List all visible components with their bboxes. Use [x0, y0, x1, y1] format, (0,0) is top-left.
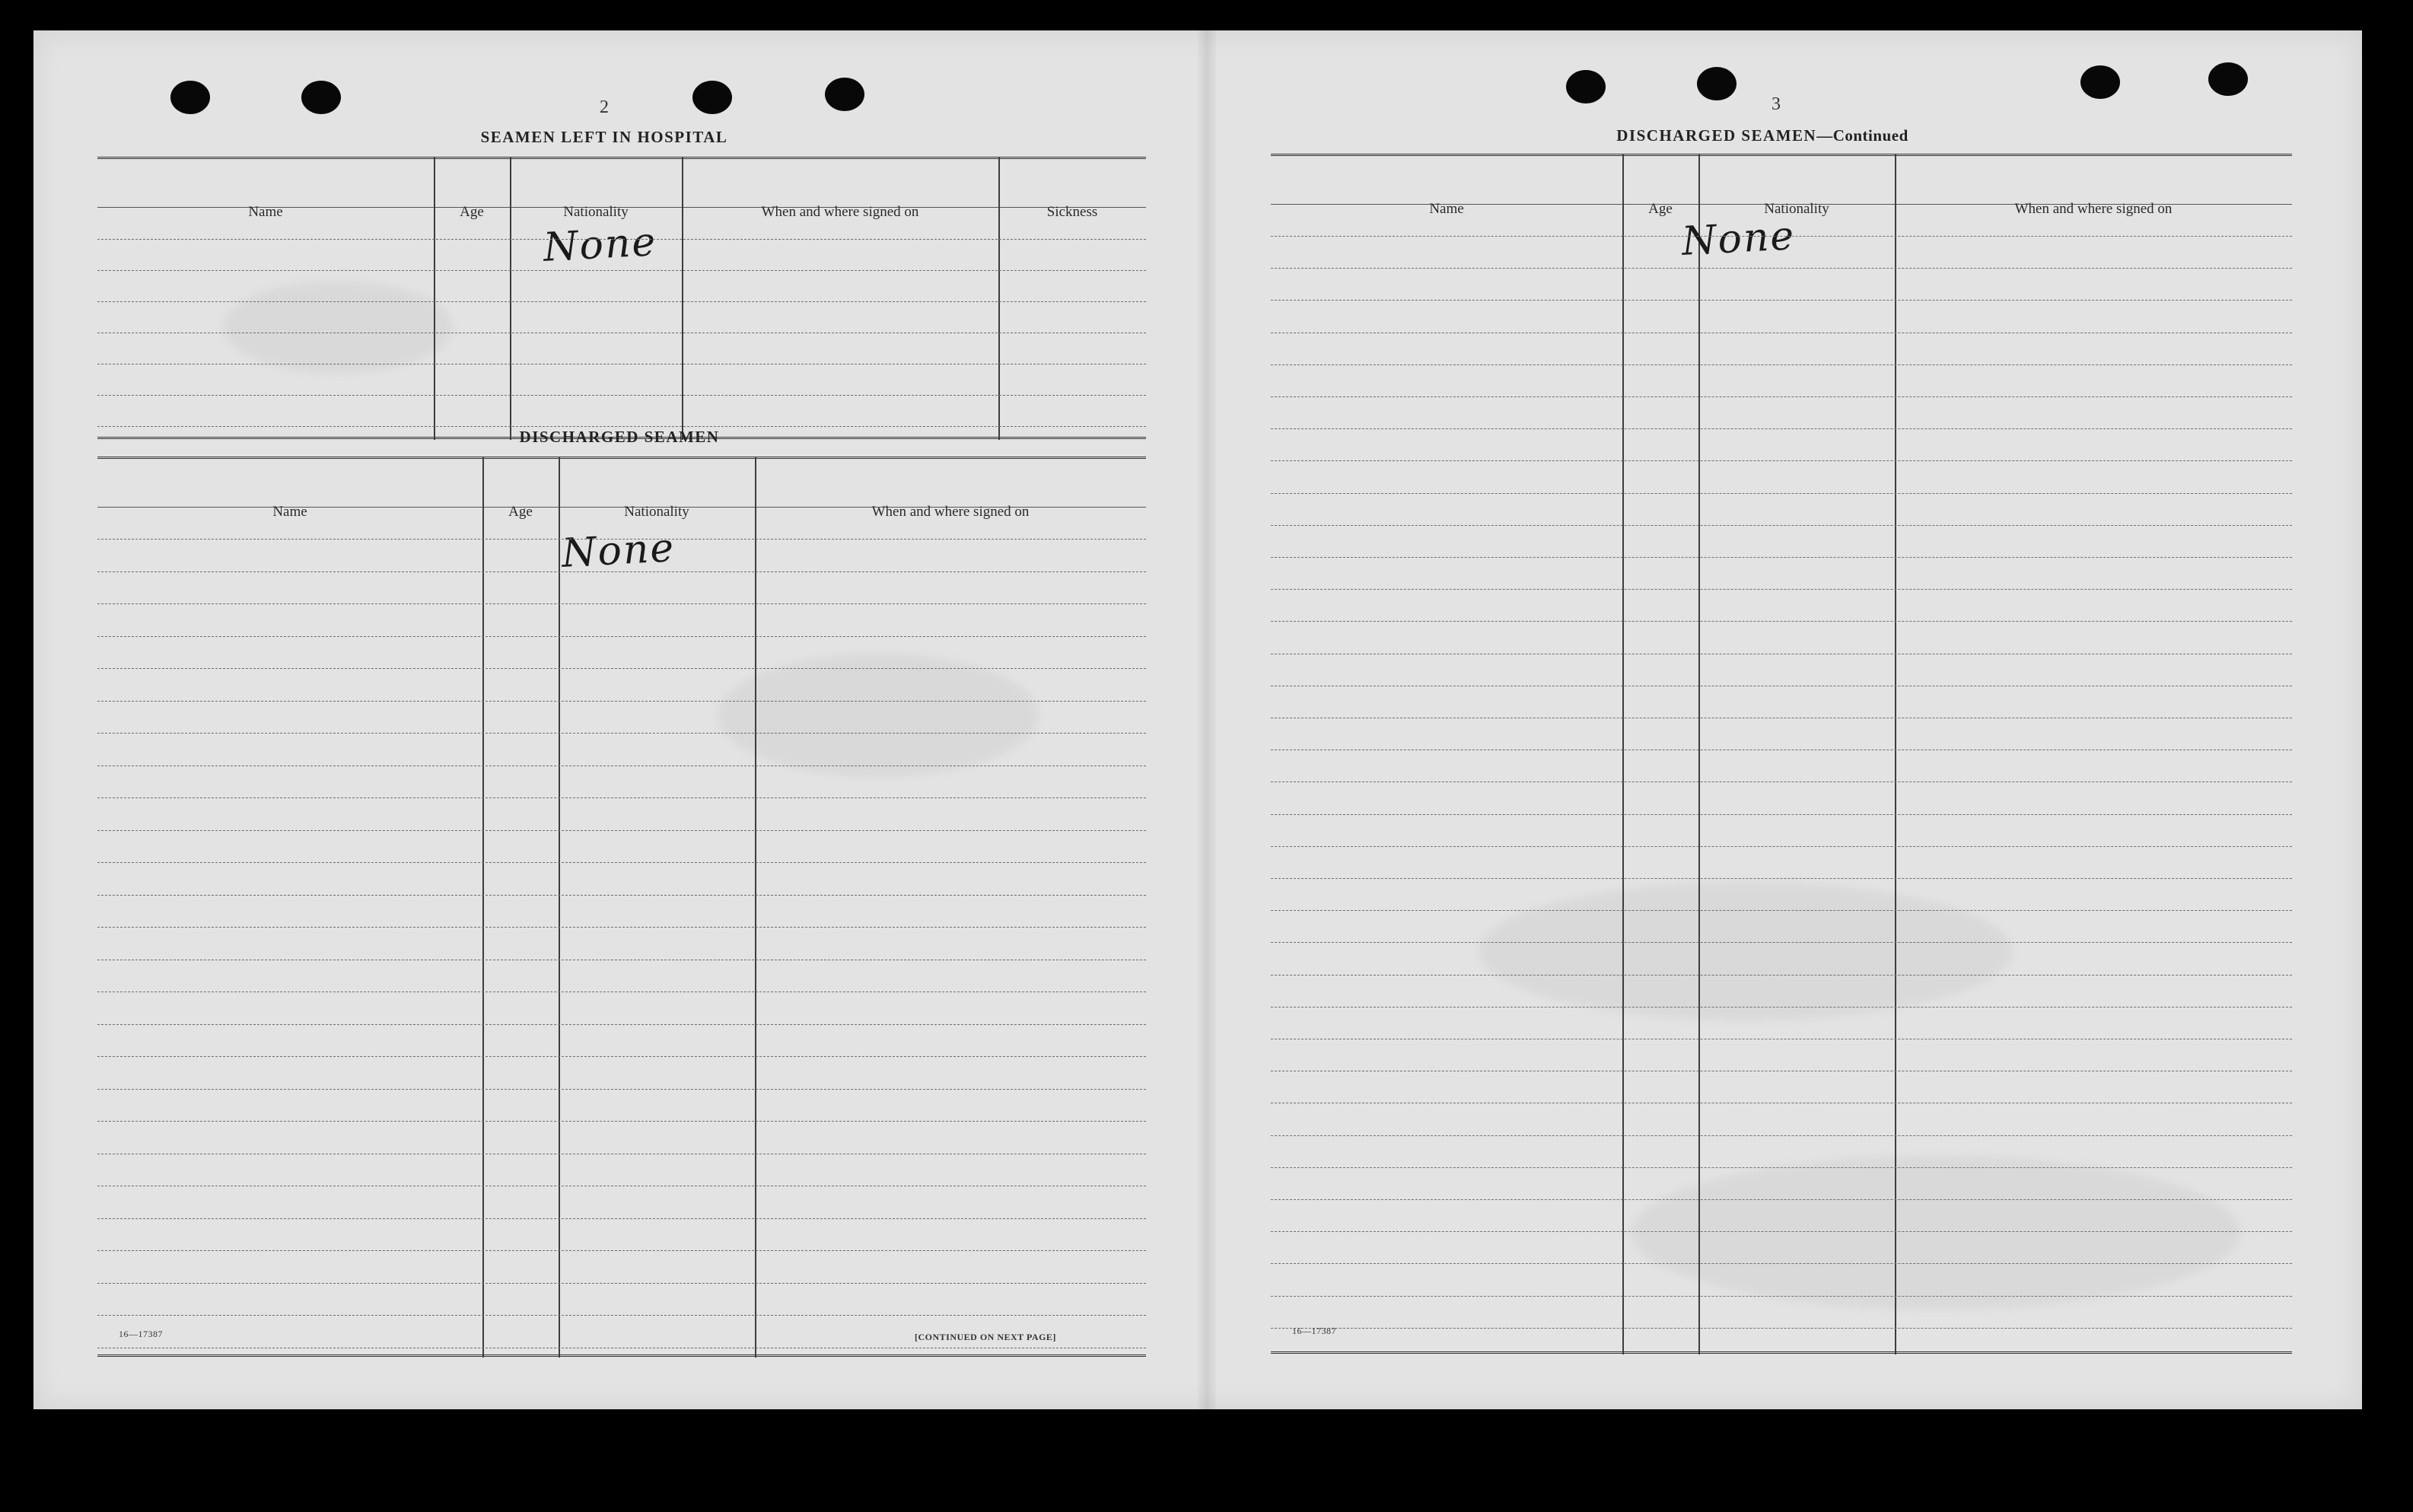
ruled-line: [1271, 621, 2292, 622]
column-header-name: Name: [272, 504, 307, 520]
punch-hole: [1697, 67, 1737, 100]
ruled-line: [97, 1283, 1146, 1284]
ruled-line: [97, 1315, 1146, 1316]
column-divider: [434, 157, 435, 440]
column-divider: [559, 457, 560, 1358]
ruled-line: [1271, 1296, 2292, 1297]
handwritten-entry: None: [560, 525, 676, 577]
column-header-signed-on: When and where signed on: [871, 504, 1030, 520]
handwritten-entry: None: [542, 219, 658, 271]
punch-hole: [2208, 62, 2248, 96]
discharged-table: [97, 457, 1146, 1358]
ruled-line: [1271, 589, 2292, 590]
page-fold: [1198, 30, 1216, 1409]
column-header-nationality: Nationality: [1764, 201, 1829, 217]
column-header-nationality: Nationality: [563, 204, 629, 220]
ruled-line: [97, 1089, 1146, 1090]
ruled-line: [97, 1024, 1146, 1025]
ruled-line: [1271, 525, 2292, 526]
ruled-line: [1271, 878, 2292, 879]
ruled-line: [1271, 268, 2292, 269]
document-sheet: [33, 30, 2362, 1409]
ruled-line: [97, 862, 1146, 863]
section-title-hospital: SEAMEN LEFT IN HOSPITAL: [480, 128, 728, 146]
ruled-line: [1271, 1263, 2292, 1264]
column-divider: [755, 457, 756, 1358]
page-number: 3: [1772, 94, 1781, 114]
ruled-line: [1271, 942, 2292, 943]
column-divider: [1698, 154, 1700, 1354]
column-header-signed-on: When and where signed on: [761, 204, 919, 220]
column-header-name: Name: [1429, 201, 1464, 217]
ruled-line: [97, 1121, 1146, 1122]
ruled-line: [97, 270, 1146, 271]
section-title-main: DISCHARGED SEAMEN: [1616, 126, 1817, 145]
ruled-line: [97, 701, 1146, 702]
column-divider: [998, 157, 1000, 440]
ruled-line: [1271, 1167, 2292, 1168]
column-divider: [1895, 154, 1896, 1354]
ruled-line: [1271, 814, 2292, 815]
ruled-line: [97, 603, 1146, 604]
ruled-line: [97, 668, 1146, 669]
punch-hole: [825, 78, 864, 111]
ruled-line: [97, 426, 1146, 427]
ruled-line: [1271, 364, 2292, 365]
column-header-name: Name: [248, 204, 283, 220]
ruled-line: [97, 1056, 1146, 1057]
ruled-line: [1271, 493, 2292, 494]
column-header-age: Age: [1648, 201, 1673, 217]
form-code: 16—17387: [119, 1329, 163, 1339]
ruled-line: [1271, 1328, 2292, 1329]
table-top-rule: [97, 457, 1146, 459]
ruled-line: [1271, 975, 2292, 976]
column-header-sickness: Sickness: [1046, 204, 1098, 220]
ruled-line: [1271, 1135, 2292, 1136]
column-divider: [682, 157, 683, 440]
ruled-line: [97, 733, 1146, 734]
section-title-discharged-continued: [1616, 126, 1908, 145]
ruled-line: [1271, 300, 2292, 301]
column-divider: [510, 157, 511, 440]
ruled-line: [97, 571, 1146, 572]
ruled-line: [97, 797, 1146, 798]
table-bottom-rule: [97, 1354, 1146, 1357]
ruled-line: [1271, 236, 2292, 237]
punch-hole: [301, 81, 341, 114]
ruled-line: [97, 395, 1146, 396]
ruled-line: [97, 636, 1146, 637]
column-header-age: Age: [508, 504, 533, 520]
column-header-nationality: Nationality: [624, 504, 689, 520]
ruled-line: [97, 895, 1146, 896]
ruled-line: [97, 927, 1146, 928]
section-title-suffix: —Continued: [1816, 126, 1908, 145]
punch-hole: [692, 81, 732, 114]
ruled-line: [1271, 396, 2292, 397]
ruled-line: [1271, 781, 2292, 782]
table-bottom-rule: [1271, 1351, 2292, 1354]
continued-note: [CONTINUED ON NEXT PAGE]: [915, 1332, 1056, 1342]
ruled-line: [1271, 557, 2292, 558]
punch-hole: [2080, 65, 2120, 99]
hospital-table: [97, 157, 1146, 440]
ruled-line: [1271, 1199, 2292, 1200]
column-header-signed-on: When and where signed on: [2014, 201, 2173, 217]
punch-hole: [1566, 70, 1606, 103]
ruled-line: [97, 539, 1146, 540]
ruled-line: [1271, 428, 2292, 429]
table-top-rule: [97, 157, 1146, 159]
punch-hole: [170, 81, 210, 114]
column-divider: [1622, 154, 1624, 1354]
form-code: 16—17387: [1292, 1326, 1336, 1336]
ruled-line: [97, 1250, 1146, 1251]
ruled-line: [1271, 460, 2292, 461]
table-top-rule: [1271, 154, 2292, 156]
column-header-age: Age: [460, 204, 484, 220]
ruled-line: [97, 301, 1146, 302]
handwritten-entry: None: [1680, 213, 1797, 265]
ruled-line: [1271, 1231, 2292, 1232]
ruled-line: [1271, 910, 2292, 911]
ruled-line: [97, 239, 1146, 240]
section-title-discharged: DISCHARGED SEAMEN: [519, 428, 720, 446]
discharged-continued-table: [1271, 154, 2292, 1354]
column-divider: [482, 457, 484, 1358]
page-number: 2: [600, 97, 609, 117]
ruled-line: [1271, 846, 2292, 847]
ruled-line: [97, 1218, 1146, 1219]
ruled-line: [97, 830, 1146, 831]
